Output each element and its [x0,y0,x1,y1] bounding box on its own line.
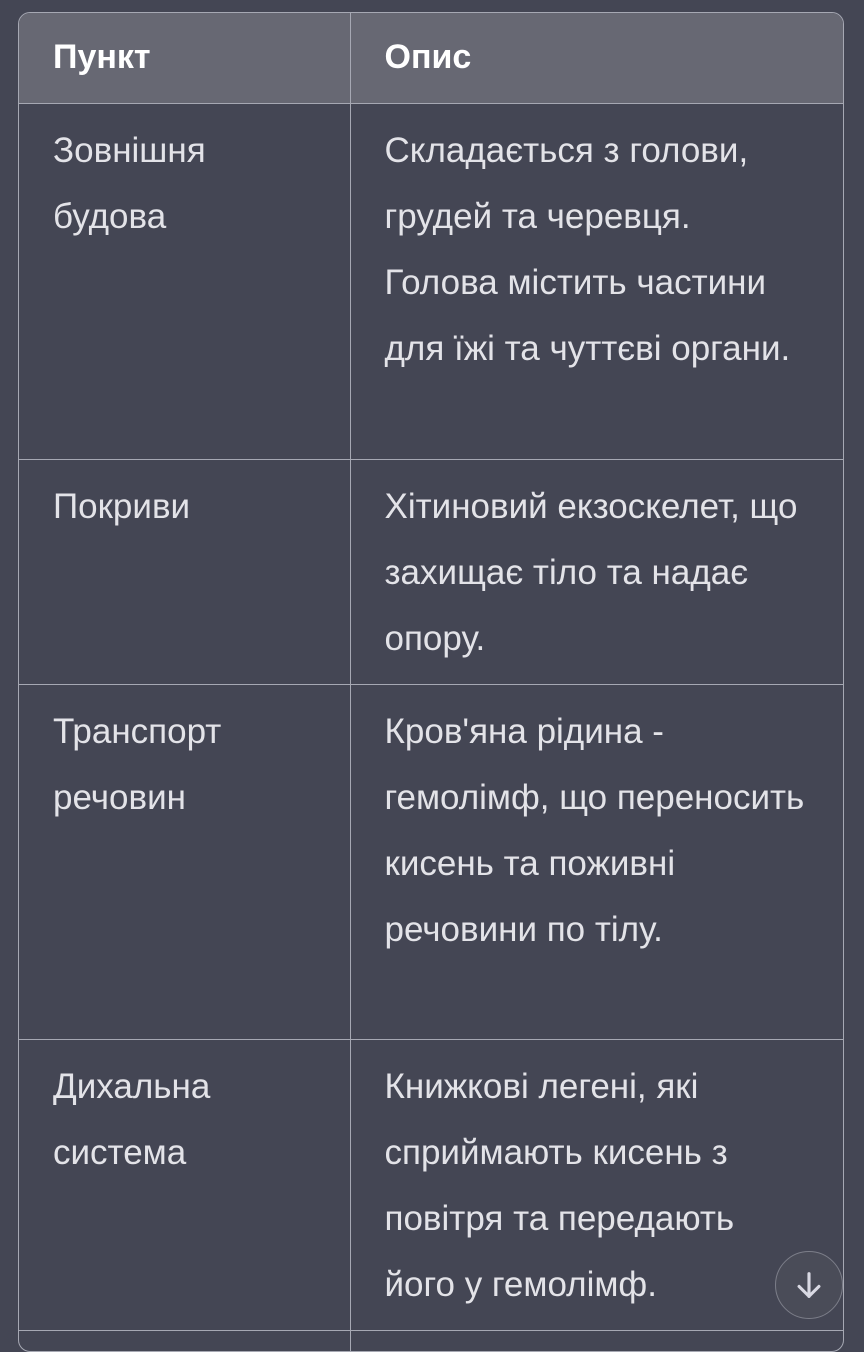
row-description: Складається з голови, грудей та черевця. Голова містить частини для їжі та чуттєві органи. [350,103,843,459]
info-table-container [18,12,844,1352]
table-row [19,1039,843,1330]
header-description: Опис [350,13,843,103]
row-item: Зовнішня будова [19,103,350,459]
table-row [19,1330,843,1352]
row-item: Покриви [19,459,350,684]
header-item: Пункт [19,13,350,103]
row-description [350,1330,843,1352]
scroll-to-bottom-button[interactable] [775,1251,843,1319]
arrow-down-icon [792,1268,826,1302]
row-description: Кров'яна рідина - гемолімф, що переносить кисень та поживні речовини по тілу. [350,684,843,1039]
table-row [19,103,843,459]
table-row [19,459,843,684]
row-description: Книжкові легені, які сприймають кисень з повітря та передають його у гемолімф. [350,1039,843,1330]
info-table [19,13,843,1352]
row-description: Хітиновий екзоскелет, що захищає тіло та надає опору. [350,459,843,684]
row-item [19,1330,350,1352]
table-row [19,684,843,1039]
table-header-row [19,13,843,103]
row-item: Транспорт речовин [19,684,350,1039]
row-item: Дихальна система [19,1039,350,1330]
